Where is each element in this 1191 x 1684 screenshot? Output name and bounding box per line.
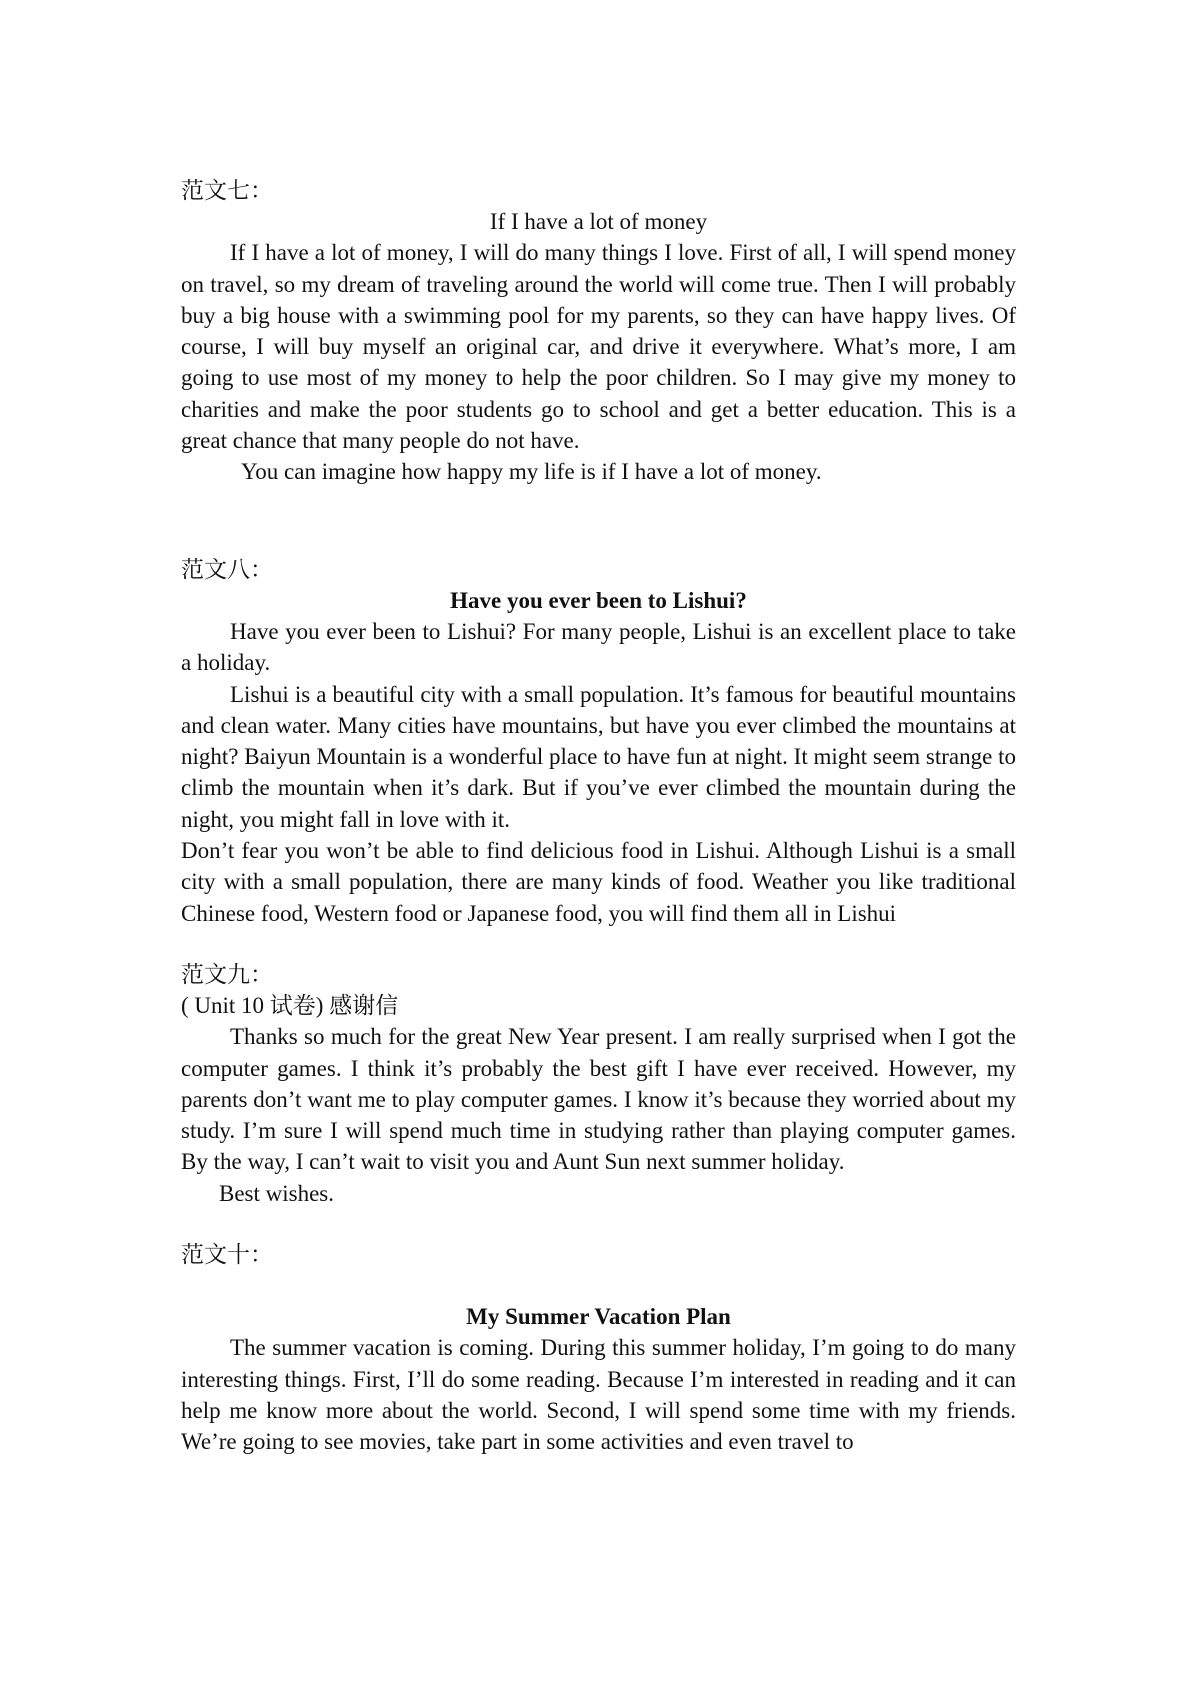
- paragraph-8-2: Lishui is a beautiful city with a small population. It’s famous for beautiful mountains and clean water. Many cities have mountains, but have you ever climbed the mountains at night? Baiyun Mountain is a wonderful place to have fun at night. It might seem strange to climb the mountain when it’s dark. But if you’ve ever climbed the mountain during the night, you might fall in love with it.: [181, 681, 1016, 832]
- section-heading-8: 范文八：: [181, 556, 273, 583]
- paragraph-8-1: Have you ever been to Lishui? For many people, Lishui is an excellent place to take a holiday.: [181, 618, 1016, 676]
- paragraph-9-2: Best wishes.: [219, 1180, 334, 1206]
- essay-title-10: My Summer Vacation Plan: [466, 1304, 731, 1330]
- spacer: [181, 1270, 1016, 1301]
- paragraph-7-2: You can imagine how happy my life is if I have a lot of money.: [241, 459, 822, 485]
- document-page: [181, 176, 1016, 1458]
- spacer: [181, 929, 1016, 960]
- section-heading-7: 范文七：: [181, 178, 273, 204]
- paragraph-7-1: If I have a lot of money, I will do many things I love. First of all, I will spend money on travel, so my dream of traveling around the world will come true. Then I will probably buy a big house with a swimming pool for my parents, so they can have happy lives. Of course, I will buy myself an original car, and drive it everywhere. What’s more, I am going to use most of my money to help the poor children. So I may give my money to charities and make the poor students go to school and get a better education. This is a great chance that many people do not have.: [181, 240, 1016, 454]
- essay-title-8: Have you ever been to Lishui?: [450, 587, 747, 613]
- spacer: [181, 1209, 1016, 1240]
- spacer: [181, 488, 1016, 550]
- essay-title-7: If I have a lot of money: [489, 209, 708, 234]
- paragraph-10-1: The summer vacation is coming. During this summer holiday, I’m going to do many interesting things. First, I’ll do some reading. Because I’m interested in reading and it can help me know more about the world. Second, I will spend some time with my friends. We’re going to see movies, take part in some activities and even travel to: [181, 1335, 1016, 1455]
- section-heading-10: 范文十：: [181, 1242, 273, 1269]
- section-heading-9: 范文九：: [181, 961, 273, 988]
- paragraph-9-1: Thanks so much for the great New Year present. I am really surprised when I got the computer games. I think it’s probably the best gift I have ever received. However, my parents don’t want me to play computer games. I know it’s because they worried about my study. I’m sure I will spend much time in studying rather than playing computer games. By the way, I can’t wait to visit you and Aunt Sun next summer holiday.: [181, 1024, 1016, 1175]
- letter-meta: ( Unit 10 试卷) 感谢信: [181, 992, 399, 1018]
- paragraph-8-3: Don’t fear you won’t be able to find delicious food in Lishui. Although Lishui is a small city with a small population, there are many kinds of food. Weather you like traditional Chinese food, Western food or Japanese food, you will find them all in Lishui: [181, 838, 1016, 926]
